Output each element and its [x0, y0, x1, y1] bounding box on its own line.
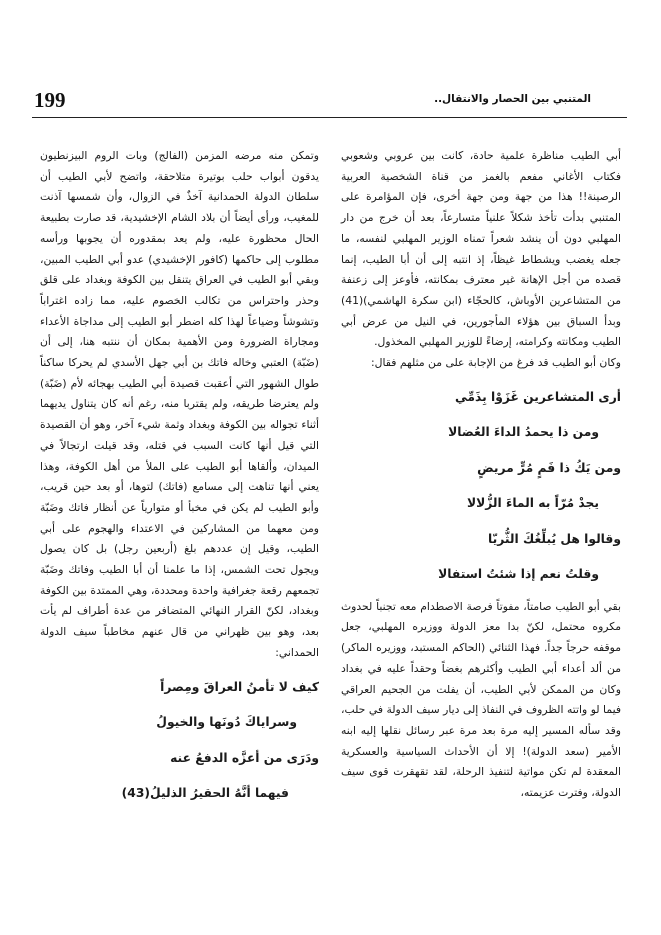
paragraph: أبي الطيب مناظرة علمية حادة، كانت بين عروبي وشعوبي فكتاب الأغاني مفعم بالغمز من قناة الشخصية العربية الرصينة!! هذا من جهة ومن جهة أخرى، فإن المؤامرة على المتنبي بدأت تأخذ شكلاً علنياً متسارعاً، بعد أن خرج من دار المهلبي دون أن ينشد شعراً تمناه الوزير المهلبي لنفسه، ما جعله يغضب ويشطاط غيظاً، إذ انتبه إلى أن أبا الطيب، إنما قصده من أجل الإهانة غير معترف بمكانته، فأوعز إلى زعنفة من المتشاعرين الأوباش، كالحجّاء (ابن سكرة الهاشمي)(41) وبدأ السباق بين هؤلاء المأجورين، في النيل من عرض أبي الطيب ومكانته وكرامته، إرضاءً للوزير المهلبي المخذول.: [341, 149, 621, 349]
verse-line: وقالوا هل يُبلِّغُكَ الثُّريّا: [488, 531, 621, 546]
verse-line: ومن يَكُ ذا فَمٍ مُرٍّ مريضٍ: [477, 460, 621, 475]
paragraph: بقي أبو الطيب صامتاً، مفوتاً فرصة الاصطدام معه تجنباً لحدوث مكروه محتمل، لكنّ بدا معز الدولة ووزيره المهلبي، جعل موقفه حرجاً جداً. فهذا الثنائي (الحاكم المستبد، ووزيره الماكر) من ألد أعداء أبي الطيب وأكثرهم بغضاً وحقداً عليه في بغداد وكان من الممكن لأبي الطيب، أن يفلت من الجحيم العراقي فيما لو واتته الظروف في النفاذ إلى ديار سيف الدولة في حلب، وقد سأله المسير إليه مرة بعد مرة عبر رسائل نقلها إليه ابنه الأمير (سعد الدولة)! إلا أن الأحداث السياسية والعسكرية المعقدة لم تكن مواتية لتنفيذ الرحلة، لقد تقهقرت قوى سيف الدولة، وفترت عزيمته،: [341, 599, 621, 800]
verse-line: أرى المتشاعرين غَزَوْا بِذَمِّي: [454, 389, 621, 404]
poem: [341, 380, 621, 593]
verse-line: فيهما أنَّهُ الحقيرُ الذليلُ(43): [121, 786, 289, 801]
verse-line: كيف لا تأمنُ العراقَ ومِصراً: [160, 679, 319, 694]
page-number: 199: [34, 88, 66, 112]
verse-line: وسراياكَ دُونَها والخيولُ: [156, 715, 297, 730]
verse-line: يجدْ مُرّاً به الماءَ الزُّلالا: [466, 496, 599, 511]
right-column: [341, 146, 621, 804]
header-rule: [32, 117, 627, 118]
poem: [40, 670, 319, 812]
verse-line: وقلتُ نعم إذا شئتُ استفالا: [438, 567, 599, 582]
paragraph: وتمكن منه مرضه المزمن (الفالج) وبات الروم البيزنطيون يدقون أبواب حلب بوتيرة متلاحقة، واتضح لأبي الطيب أن سلطان الدولة الحمدانية آخذٌ في الزوال، وأن شمسها آذنت للمغيب، ورأى أيضاً أن بلاد الشام الإخشيدية، قد صارت بطبيعة الحال محظورة عليه، ولم يعد بمقدوره أن يجوبها ورأسه مطلوب إلى حاكمها (كافور الإخشيدي) عدو أبي الطيب المبين، وبقي أبو الطيب في العراق يتنقل بين الكوفة وبغداد على قلق وحذر واحتراس من تكالب الخصوم عليه، مما زاده اغتراباً وتشوشاً وضياعاً لهذا كله اضطر أبو الطيب إلى مداجاة الأعداء ومجاراة الضرورة ومن الأهمية بمكان أن ننتبه هنا، إلى أن (ضَبّة) العتبي وخاله فاتك بن أبي جهل الأسدي لم يحركا ساكناً طوال الشهور التي أعقبت قصيدة أبي الطيب بهجائه لأم (ضَبّة) ولم يعترضا طريقه، ولم يقتربا منه، رغم أنه كان يتناول يديهما أثناء تجواله بين الكوفة وبغداد وثمة شيء آخر، وهو أن القصيدة التي قيل أنها كانت السبب في قتله، وقد قيلت ارتجالاً في الميدان، وألقاها أبو الطيب على الملأ من أهل الكوفة، وهذا يعني أنها تناهت إلى مسامع (فاتك) لتوها، أو بعد حين قريب، وأبو الطيب لم يكن في مخبأ أو متوارياً عن أنظار فاتك وضَبّة ومن معهما من المشاركين في الاعتداء والهجوم على أبي الطيب، وقيل إن عددهم بلغ (أربعين رجل) بل كان يصول ويجول تحت الشمس، إذا ما علمنا أن أبا الطيب وفاتك وضَبّة تجمعهم رقعة جغرافية واحدة ومحددة، وهي الممتدة بين الكوفة وبغداد، لكنّ القرار النهائي المتضافر من عدة أطراف لم يأت بعد، وهو بين ظهراني من قال عنهم مخاطباً سيف الدولة الحمداني:: [40, 149, 319, 659]
left-column: [40, 146, 319, 812]
paragraph: وكان أبو الطيب قد فرغ من الإجابة على من مثلهم فقال:: [371, 356, 621, 370]
verse-line: ودَرَى من أعزَّه الدفعُ عنه: [170, 750, 319, 765]
running-title: المتنبي بين الحصار والانتقال..: [434, 93, 591, 105]
verse-line: ومن ذا يحمدُ الداءَ العُضالا: [448, 425, 599, 440]
